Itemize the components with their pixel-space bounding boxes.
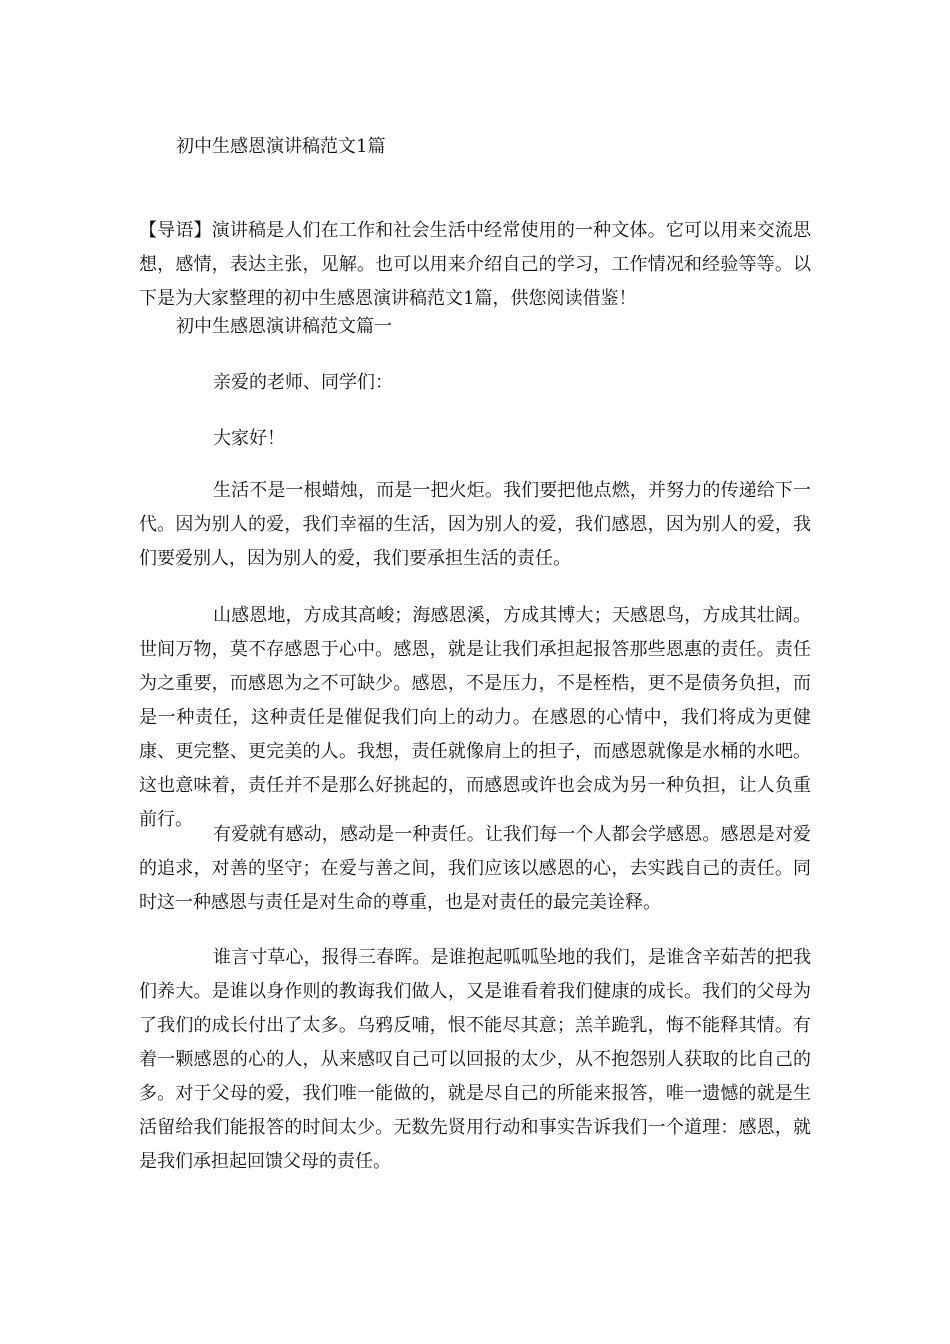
body-paragraph: 生活不是一根蜡烛，而是一把火炬。我们要把他点燃，并努力的传递给下一代。因为别人的爱，我们幸福的生活，因为别人的爱，我们感恩，因为别人的爱，我们要爱别人，因为别人的爱，我们要承担生活的责任。 [139,480,811,569]
section-heading: 初中生感恩演讲稿范文篇一 [176,316,392,337]
intro-text: 演讲稿是人们在工作和社会生活中经常使用的一种文体。它可以用来交流思想，感情，表达主张，见解。也可以用来介绍自己的学习，工作情况和经验等等。以下是为大家整理的初中生感恩演讲稿范文1篇，供您阅读借鉴！ [139,220,812,309]
body-paragraph: 谁言寸草心，报得三春晖。是谁抱起呱呱坠地的我们，是谁含辛茹苦的把我们养大。是谁以身作则的教诲我们做人，又是谁看着我们健康的成长。我们的父母为了我们的成长付出了太多。乌鸦反哺，恨不能尽其意；羔羊跪乳，悔不能释其情。有着一颗感恩的心的人，从来感叹自己可以回报的太少，从不抱怨别人获取的比自己的多。对于父母的爱，我们唯一能做的，就是尽自己的所能来报答，唯一遗憾的就是生活留给我们能报答的时间太少。无数先贤用行动和事实告诉我们一个道理：感恩，就是我们承担起回馈父母的责任。 [139,947,811,1172]
greeting: 大家好！ [213,428,285,449]
body-paragraph: 山感恩地，方成其高峻；海感恩溪，方成其博大；天感恩鸟，方成其壮阔。世间万物，莫不存感恩于心中。感恩，就是让我们承担起报答那些恩惠的责任。责任为之重要，而感恩为之不可缺少。感恩，不是压力，不是桎梏，更不是债务负担，而是一种责任，这种责任是催促我们向上的动力。在感恩的心情中，我们将成为更健康、更完整、更完美的人。我想，责任就像肩上的担子，而感恩就像是水桶的水吧。这也意味着，责任并不是那么好挑起的，而感恩或许也会成为另一种负担，让人负重前行。 [139,605,811,830]
salutation: 亲爱的老师、同学们： [213,372,393,393]
body-paragraph: 有爱就有感动，感动是一种责任。让我们每一个人都会学感恩。感恩是对爱的追求，对善的坚守；在爱与善之间，我们应该以感恩的心，去实践自己的责任。同时这一种感恩与责任是对生命的尊重，也是对责任的最完美诠释。 [139,824,811,913]
intro-label: 【导语】 [139,220,212,241]
document-title: 初中生感恩演讲稿范文1篇 [176,136,386,157]
intro-paragraph [139,214,811,316]
